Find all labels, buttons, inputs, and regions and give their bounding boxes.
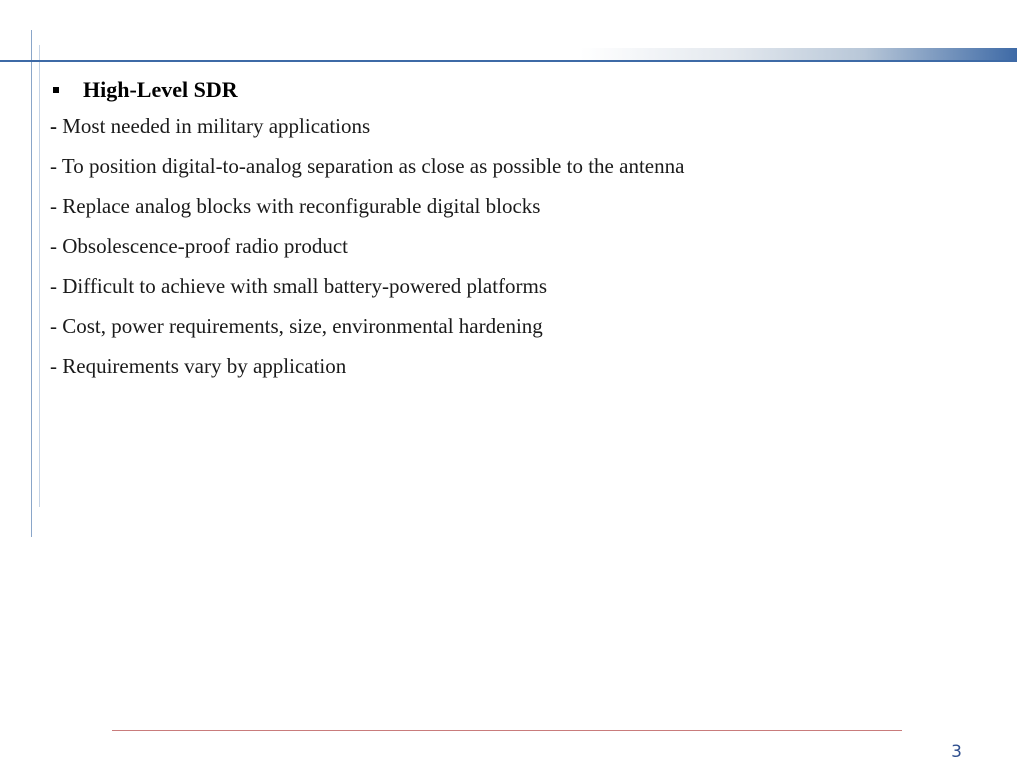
top-header-band [0,48,1017,62]
heading-text: High-Level SDR [83,77,238,102]
slide-content [50,74,990,386]
bullet-line [50,226,990,266]
bullet-text: Obsolescence-proof radio product [57,234,348,258]
bullet-line [50,146,990,186]
bullet-dash: - [50,154,57,178]
bullet-dash: - [50,354,57,378]
header-rule [0,60,1017,62]
slide-heading [50,74,990,106]
footer-rule [112,730,902,731]
square-bullet-icon [53,87,59,93]
bullet-line [50,266,990,306]
bullet-dash: - [50,194,57,218]
bullet-text: Requirements vary by application [57,354,347,378]
bullet-line [50,106,990,146]
left-vertical-rule [31,30,32,537]
page-number: 3 [951,742,962,762]
bullet-dash: - [50,234,57,258]
bullet-text: Most needed in military applications [57,114,371,138]
bullet-line [50,306,990,346]
bullet-text: Replace analog blocks with reconfigurable digital blocks [57,194,541,218]
bullet-line [50,186,990,226]
bullet-text: Cost, power requirements, size, environmental hardening [57,314,543,338]
bullet-line [50,346,990,386]
bullet-dash: - [50,274,57,298]
bullet-text: Difficult to achieve with small battery-powered platforms [57,274,548,298]
bullet-dash: - [50,114,57,138]
bullet-text: To position digital-to-analog separation as close as possible to the antenna [57,154,685,178]
left-vertical-rule-inner [39,45,40,507]
bullet-dash: - [50,314,57,338]
